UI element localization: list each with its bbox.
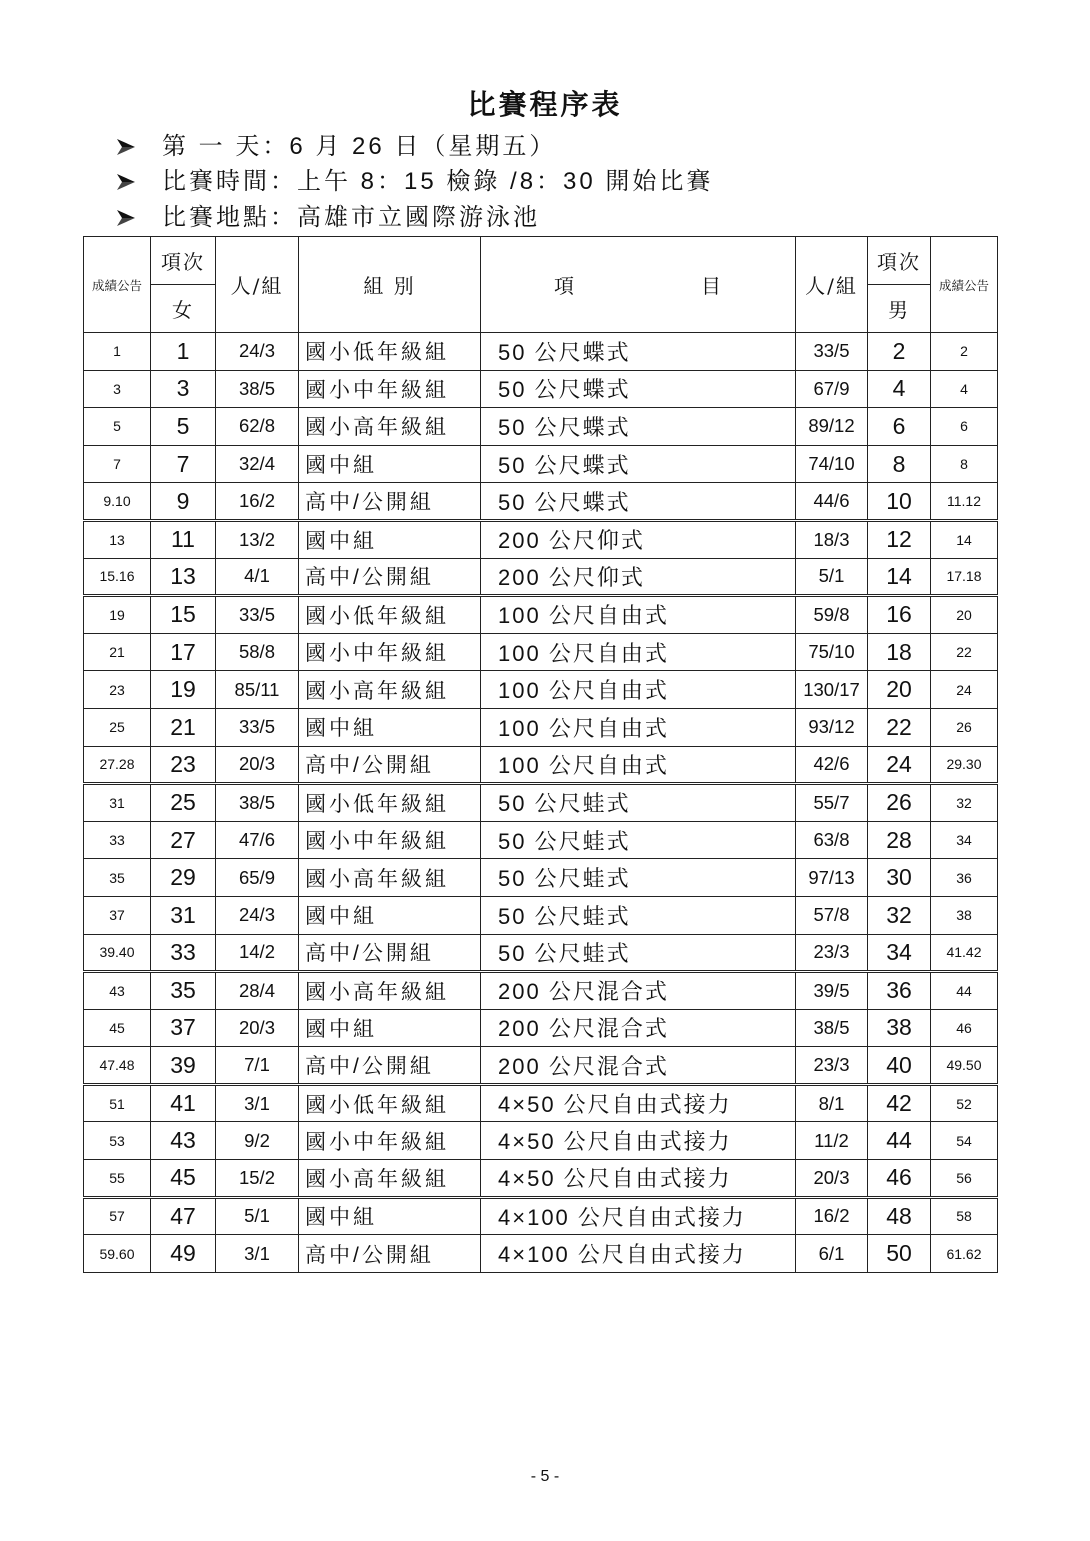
- group-cell: 國小低年級組: [299, 784, 481, 822]
- women-count-cell: 24/3: [216, 333, 299, 371]
- event-cell: 100 公尺自由式: [481, 671, 796, 709]
- table-row: [84, 558, 998, 596]
- info-line-date: [117, 131, 997, 163]
- group-cell: 高中/公開組: [299, 1047, 481, 1085]
- men-result-cell: 4: [931, 370, 998, 408]
- event-cell: 50 公尺蛙式: [481, 784, 796, 822]
- men-event-number-cell: 24: [868, 746, 931, 784]
- info-venue-text: 比賽地點：高雄市立國際游泳池: [162, 204, 540, 231]
- men-result-cell: 34: [931, 821, 998, 859]
- group-cell: 國中組: [299, 520, 481, 558]
- men-event-number-cell: 32: [868, 896, 931, 934]
- event-cell: 50 公尺蛙式: [481, 859, 796, 897]
- women-count-cell: 62/8: [216, 408, 299, 446]
- group-cell: 國小高年級組: [299, 859, 481, 897]
- women-event-number-cell: 31: [151, 896, 216, 934]
- men-event-number-cell: 38: [868, 1009, 931, 1047]
- men-count-cell: 130/17: [796, 671, 868, 709]
- event-cell: 50 公尺蝶式: [481, 333, 796, 371]
- women-count-cell: 58/8: [216, 633, 299, 671]
- men-event-number-cell: 36: [868, 972, 931, 1010]
- women-result-cell: 5: [84, 408, 151, 446]
- event-cell: 50 公尺蛙式: [481, 896, 796, 934]
- men-count-cell: 97/13: [796, 859, 868, 897]
- men-count-cell: 8/1: [796, 1084, 868, 1122]
- info-line-venue: [117, 202, 997, 234]
- table-row: [84, 633, 998, 671]
- men-event-number-cell: 44: [868, 1122, 931, 1160]
- women-event-number-cell: 29: [151, 859, 216, 897]
- men-count-cell: 11/2: [796, 1122, 868, 1160]
- event-cell: 4×50 公尺自由式接力: [481, 1160, 796, 1198]
- table-row: [84, 408, 998, 446]
- women-count-cell: 16/2: [216, 483, 299, 521]
- table-row: [84, 784, 998, 822]
- men-event-number-cell: 6: [868, 408, 931, 446]
- info-time-text: 比賽時間：上午 8：15 檢錄 /8：30 開始比賽: [162, 168, 714, 195]
- group-cell: 高中/公開組: [299, 483, 481, 521]
- men-event-number-cell: 2: [868, 333, 931, 371]
- men-count-cell: 38/5: [796, 1009, 868, 1047]
- women-result-cell: 23: [84, 671, 151, 709]
- men-count-cell: 23/3: [796, 934, 868, 972]
- women-event-number-cell: 1: [151, 333, 216, 371]
- women-count-cell: 24/3: [216, 896, 299, 934]
- arrow-bullet-icon: [117, 210, 135, 226]
- event-cell: 200 公尺仰式: [481, 520, 796, 558]
- women-count-cell: 3/1: [216, 1235, 299, 1273]
- arrow-bullet-icon: [117, 174, 135, 190]
- men-count-cell: 57/8: [796, 896, 868, 934]
- men-count-cell: 75/10: [796, 633, 868, 671]
- women-event-number-cell: 47: [151, 1197, 216, 1235]
- women-result-cell: 19: [84, 596, 151, 634]
- header-women-label: 女: [151, 285, 216, 333]
- men-result-cell: 24: [931, 671, 998, 709]
- women-event-number-cell: 5: [151, 408, 216, 446]
- women-count-cell: 28/4: [216, 972, 299, 1010]
- men-result-cell: 56: [931, 1160, 998, 1198]
- women-count-cell: 85/11: [216, 671, 299, 709]
- men-event-number-cell: 42: [868, 1084, 931, 1122]
- women-event-number-cell: 15: [151, 596, 216, 634]
- men-result-cell: 61.62: [931, 1235, 998, 1273]
- table-row: [84, 1197, 998, 1235]
- women-count-cell: 5/1: [216, 1197, 299, 1235]
- men-event-number-cell: 50: [868, 1235, 931, 1273]
- event-cell: 50 公尺蝶式: [481, 408, 796, 446]
- men-count-cell: 55/7: [796, 784, 868, 822]
- women-count-cell: 9/2: [216, 1122, 299, 1160]
- men-event-number-cell: 10: [868, 483, 931, 521]
- men-result-cell: 52: [931, 1084, 998, 1122]
- women-result-cell: 37: [84, 896, 151, 934]
- men-count-cell: 6/1: [796, 1235, 868, 1273]
- women-count-cell: 15/2: [216, 1160, 299, 1198]
- men-result-cell: 2: [931, 333, 998, 371]
- group-cell: 國中組: [299, 708, 481, 746]
- women-result-cell: 15.16: [84, 558, 151, 596]
- event-cell: 100 公尺自由式: [481, 596, 796, 634]
- men-event-number-cell: 16: [868, 596, 931, 634]
- men-result-cell: 20: [931, 596, 998, 634]
- women-result-cell: 51: [84, 1084, 151, 1122]
- women-result-cell: 7: [84, 445, 151, 483]
- men-result-cell: 46: [931, 1009, 998, 1047]
- men-result-cell: 44: [931, 972, 998, 1010]
- event-cell: 200 公尺混合式: [481, 972, 796, 1010]
- women-result-cell: 35: [84, 859, 151, 897]
- women-count-cell: 7/1: [216, 1047, 299, 1085]
- men-event-number-cell: 48: [868, 1197, 931, 1235]
- women-result-cell: 53: [84, 1122, 151, 1160]
- group-cell: 國中組: [299, 445, 481, 483]
- women-count-cell: 47/6: [216, 821, 299, 859]
- event-cell: 4×100 公尺自由式接力: [481, 1235, 796, 1273]
- women-event-number-cell: 21: [151, 708, 216, 746]
- women-count-cell: 20/3: [216, 1009, 299, 1047]
- men-count-cell: 33/5: [796, 333, 868, 371]
- group-cell: 國小高年級組: [299, 671, 481, 709]
- event-cell: 100 公尺自由式: [481, 746, 796, 784]
- men-result-cell: 26: [931, 708, 998, 746]
- table-row: [84, 596, 998, 634]
- women-count-cell: 33/5: [216, 596, 299, 634]
- header-group: 組 別: [299, 237, 481, 333]
- group-cell: 高中/公開組: [299, 934, 481, 972]
- table-row: [84, 671, 998, 709]
- men-count-cell: 89/12: [796, 408, 868, 446]
- women-count-cell: 32/4: [216, 445, 299, 483]
- group-cell: 國小高年級組: [299, 408, 481, 446]
- table-row: [84, 746, 998, 784]
- women-event-number-cell: 33: [151, 934, 216, 972]
- header-event: 項 目: [481, 237, 796, 333]
- page-title: 比賽程序表: [467, 88, 623, 121]
- women-result-cell: 21: [84, 633, 151, 671]
- table-row: [84, 520, 998, 558]
- women-count-cell: 38/5: [216, 784, 299, 822]
- women-result-cell: 3: [84, 370, 151, 408]
- women-event-number-cell: 7: [151, 445, 216, 483]
- header-men-number: 項次: [868, 237, 931, 285]
- men-count-cell: 44/6: [796, 483, 868, 521]
- women-result-cell: 39.40: [84, 934, 151, 972]
- event-cell: 50 公尺蝶式: [481, 483, 796, 521]
- men-event-number-cell: 34: [868, 934, 931, 972]
- men-count-cell: 16/2: [796, 1197, 868, 1235]
- group-cell: 高中/公開組: [299, 558, 481, 596]
- group-cell: 國中組: [299, 1197, 481, 1235]
- group-cell: 國中組: [299, 1009, 481, 1047]
- event-cell: 4×50 公尺自由式接力: [481, 1084, 796, 1122]
- men-result-cell: 58: [931, 1197, 998, 1235]
- men-count-cell: 18/3: [796, 520, 868, 558]
- event-cell: 4×50 公尺自由式接力: [481, 1122, 796, 1160]
- table-row: [84, 1084, 998, 1122]
- event-cell: 4×100 公尺自由式接力: [481, 1197, 796, 1235]
- men-result-cell: 8: [931, 445, 998, 483]
- women-event-number-cell: 17: [151, 633, 216, 671]
- event-cell: 50 公尺蛙式: [481, 934, 796, 972]
- header-men-count: 人/組: [796, 237, 868, 333]
- men-event-number-cell: 14: [868, 558, 931, 596]
- table-row: [84, 859, 998, 897]
- table-row: [84, 1122, 998, 1160]
- men-result-cell: 17.18: [931, 558, 998, 596]
- women-event-number-cell: 11: [151, 520, 216, 558]
- table-row: [84, 1235, 998, 1273]
- table-row: [84, 1160, 998, 1198]
- women-count-cell: 20/3: [216, 746, 299, 784]
- women-event-number-cell: 27: [151, 821, 216, 859]
- men-result-cell: 11.12: [931, 483, 998, 521]
- group-cell: 國小中年級組: [299, 821, 481, 859]
- women-event-number-cell: 13: [151, 558, 216, 596]
- men-result-cell: 49.50: [931, 1047, 998, 1085]
- table-row: [84, 934, 998, 972]
- event-cell: 100 公尺自由式: [481, 633, 796, 671]
- table-row: [84, 445, 998, 483]
- group-cell: 國小低年級組: [299, 333, 481, 371]
- women-count-cell: 38/5: [216, 370, 299, 408]
- women-event-number-cell: 35: [151, 972, 216, 1010]
- group-cell: 國小高年級組: [299, 1160, 481, 1198]
- event-cell: 100 公尺自由式: [481, 708, 796, 746]
- men-count-cell: 63/8: [796, 821, 868, 859]
- group-cell: 國小中年級組: [299, 370, 481, 408]
- info-date-text: 第 一 天：6 月 26 日（星期五）: [162, 133, 557, 160]
- header-women-result: 成績公告: [84, 237, 151, 333]
- header-women-number: 項次: [151, 237, 216, 285]
- schedule-table: [83, 236, 998, 1273]
- table-row: [84, 370, 998, 408]
- women-count-cell: 33/5: [216, 708, 299, 746]
- group-cell: 國小中年級組: [299, 1122, 481, 1160]
- arrow-bullet-icon: [117, 139, 135, 155]
- women-result-cell: 59.60: [84, 1235, 151, 1273]
- women-event-number-cell: 9: [151, 483, 216, 521]
- men-count-cell: 20/3: [796, 1160, 868, 1198]
- women-event-number-cell: 37: [151, 1009, 216, 1047]
- women-result-cell: 47.48: [84, 1047, 151, 1085]
- group-cell: 國中組: [299, 896, 481, 934]
- header-men-label: 男: [868, 285, 931, 333]
- men-result-cell: 29.30: [931, 746, 998, 784]
- women-result-cell: 27.28: [84, 746, 151, 784]
- event-cell: 50 公尺蛙式: [481, 821, 796, 859]
- men-event-number-cell: 30: [868, 859, 931, 897]
- men-event-number-cell: 22: [868, 708, 931, 746]
- men-event-number-cell: 28: [868, 821, 931, 859]
- men-count-cell: 67/9: [796, 370, 868, 408]
- group-cell: 國小低年級組: [299, 1084, 481, 1122]
- event-cell: 200 公尺混合式: [481, 1009, 796, 1047]
- header-women-count: 人/組: [216, 237, 299, 333]
- men-count-cell: 39/5: [796, 972, 868, 1010]
- group-cell: 高中/公開組: [299, 746, 481, 784]
- table-row: [84, 483, 998, 521]
- men-count-cell: 42/6: [796, 746, 868, 784]
- group-cell: 國小高年級組: [299, 972, 481, 1010]
- men-result-cell: 54: [931, 1122, 998, 1160]
- men-event-number-cell: 26: [868, 784, 931, 822]
- women-event-number-cell: 23: [151, 746, 216, 784]
- women-result-cell: 9.10: [84, 483, 151, 521]
- women-event-number-cell: 25: [151, 784, 216, 822]
- event-cell: 50 公尺蝶式: [481, 445, 796, 483]
- table-row: [84, 1047, 998, 1085]
- event-cell: 200 公尺混合式: [481, 1047, 796, 1085]
- women-result-cell: 25: [84, 708, 151, 746]
- men-event-number-cell: 40: [868, 1047, 931, 1085]
- women-result-cell: 31: [84, 784, 151, 822]
- men-result-cell: 6: [931, 408, 998, 446]
- women-event-number-cell: 39: [151, 1047, 216, 1085]
- table-header-row: [84, 237, 998, 285]
- men-result-cell: 41.42: [931, 934, 998, 972]
- men-count-cell: 93/12: [796, 708, 868, 746]
- info-line-time: [117, 166, 997, 198]
- women-count-cell: 4/1: [216, 558, 299, 596]
- men-result-cell: 32: [931, 784, 998, 822]
- table-row: [84, 333, 998, 371]
- women-event-number-cell: 45: [151, 1160, 216, 1198]
- group-cell: 高中/公開組: [299, 1235, 481, 1273]
- women-event-number-cell: 19: [151, 671, 216, 709]
- men-result-cell: 38: [931, 896, 998, 934]
- event-cell: 200 公尺仰式: [481, 558, 796, 596]
- women-count-cell: 14/2: [216, 934, 299, 972]
- men-result-cell: 22: [931, 633, 998, 671]
- women-result-cell: 55: [84, 1160, 151, 1198]
- men-count-cell: 5/1: [796, 558, 868, 596]
- men-count-cell: 23/3: [796, 1047, 868, 1085]
- women-count-cell: 13/2: [216, 520, 299, 558]
- women-event-number-cell: 43: [151, 1122, 216, 1160]
- header-men-result: 成績公告: [931, 237, 998, 333]
- men-count-cell: 74/10: [796, 445, 868, 483]
- women-result-cell: 57: [84, 1197, 151, 1235]
- schedule-body: [84, 333, 998, 1273]
- women-result-cell: 1: [84, 333, 151, 371]
- men-event-number-cell: 46: [868, 1160, 931, 1198]
- men-event-number-cell: 4: [868, 370, 931, 408]
- men-event-number-cell: 20: [868, 671, 931, 709]
- table-row: [84, 972, 998, 1010]
- men-event-number-cell: 8: [868, 445, 931, 483]
- men-event-number-cell: 12: [868, 520, 931, 558]
- women-result-cell: 45: [84, 1009, 151, 1047]
- women-result-cell: 33: [84, 821, 151, 859]
- men-event-number-cell: 18: [868, 633, 931, 671]
- men-result-cell: 14: [931, 520, 998, 558]
- page-number: - 5 -: [530, 1468, 560, 1485]
- group-cell: 國小低年級組: [299, 596, 481, 634]
- table-row: [84, 1009, 998, 1047]
- men-count-cell: 59/8: [796, 596, 868, 634]
- table-row: [84, 708, 998, 746]
- women-result-cell: 43: [84, 972, 151, 1010]
- women-event-number-cell: 49: [151, 1235, 216, 1273]
- men-result-cell: 36: [931, 859, 998, 897]
- table-row: [84, 821, 998, 859]
- women-count-cell: 3/1: [216, 1084, 299, 1122]
- women-result-cell: 13: [84, 520, 151, 558]
- group-cell: 國小中年級組: [299, 633, 481, 671]
- event-cell: 50 公尺蝶式: [481, 370, 796, 408]
- women-count-cell: 65/9: [216, 859, 299, 897]
- women-event-number-cell: 3: [151, 370, 216, 408]
- table-row: [84, 896, 998, 934]
- women-event-number-cell: 41: [151, 1084, 216, 1122]
